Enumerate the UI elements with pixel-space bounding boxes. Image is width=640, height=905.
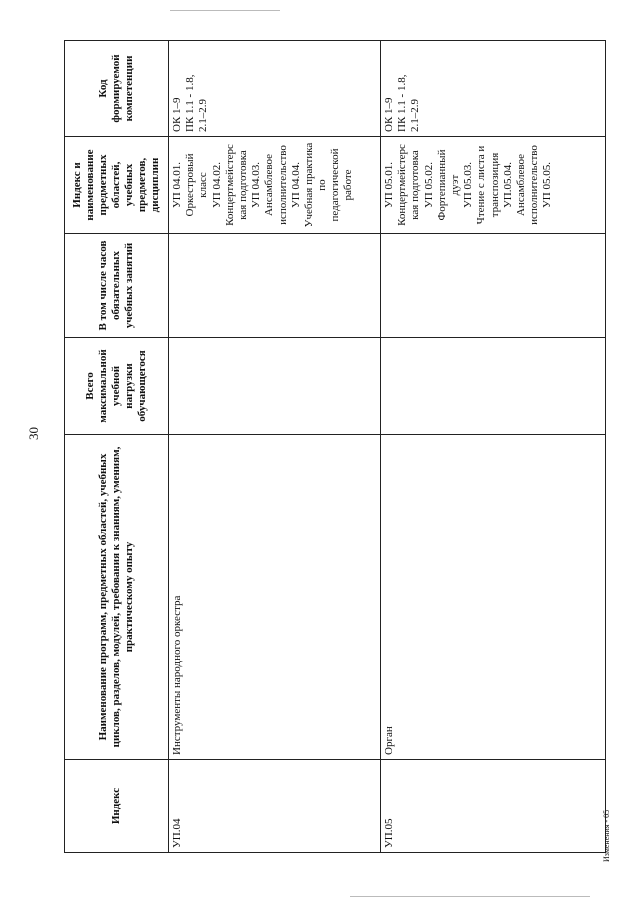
cell-line: класс bbox=[197, 172, 210, 198]
cell-line: ОК 1–9 bbox=[171, 97, 183, 132]
cell-line: 2.1–2.9 bbox=[197, 99, 210, 132]
row-practice bbox=[169, 137, 381, 234]
row-index: УП.05 bbox=[381, 760, 606, 853]
cell-line: работе bbox=[342, 169, 355, 201]
cell-line: педагогической bbox=[329, 148, 342, 222]
cell-line: исполнительство bbox=[528, 145, 541, 225]
cell-line: ПК 1.1 - 1.8, bbox=[184, 74, 197, 132]
cell-line: УП 05.02. bbox=[422, 162, 435, 208]
cell-line: УП 05.01. bbox=[383, 162, 395, 208]
scan-edge-mark bbox=[170, 10, 280, 11]
cell-line: УП 04.03. bbox=[250, 162, 263, 208]
cell-line: кая подготовка bbox=[236, 150, 249, 220]
row-name: Инструменты народного оркестра bbox=[169, 435, 381, 760]
cell-line: ПК 1.1 - 1.8, bbox=[396, 74, 409, 132]
cell-line: по bbox=[316, 179, 329, 191]
cell-line: Ансамблевое bbox=[263, 153, 276, 217]
header-practice: Индекс и наименование предметных областей, учебных предметов, дисциплин bbox=[65, 137, 169, 234]
table-row bbox=[381, 41, 606, 853]
cell-line: УП 04.04. bbox=[289, 162, 302, 208]
cell-line: транспозиция bbox=[488, 152, 501, 218]
row-practice bbox=[381, 137, 606, 234]
row-max-load bbox=[169, 338, 381, 435]
cell-line: УП 05.05. bbox=[541, 162, 554, 208]
header-included-hours: В том числе часов обязательных учебных занятий bbox=[65, 234, 169, 338]
header-competence: Код формируемой компетенции bbox=[65, 41, 169, 137]
row-included-hours bbox=[381, 234, 606, 338]
cell-line: 2.1–2.9 bbox=[409, 99, 422, 132]
cell-line: УП.05.04. bbox=[501, 162, 514, 208]
scan-edge-mark bbox=[350, 896, 590, 897]
row-competence bbox=[381, 41, 606, 137]
cell-line: УП 05.03. bbox=[462, 162, 475, 208]
header-max-load: Всего максимальной учебной нагрузки обучающегося bbox=[65, 338, 169, 435]
cell-line: УП 04.01. bbox=[171, 162, 183, 208]
header-index: Индекс bbox=[65, 760, 169, 853]
cell-line: дуэт bbox=[448, 174, 461, 196]
header-name: Наименование программ, предметных областей, учебных циклов, разделов, модулей, требования к знаниям, умениям, практическому опыту bbox=[65, 435, 169, 760]
page-number: 30 bbox=[26, 427, 41, 440]
footer-note: Изменения - 05 bbox=[602, 809, 611, 862]
row-index: УП.04 bbox=[169, 760, 381, 853]
cell-line: Учебная практика bbox=[302, 142, 315, 228]
row-competence bbox=[169, 41, 381, 137]
cell-line: кая подготовка bbox=[409, 150, 422, 220]
cell-line: Концертмейстерс bbox=[396, 144, 409, 226]
row-included-hours bbox=[169, 234, 381, 338]
cell-line: Чтение с листа и bbox=[475, 145, 488, 225]
cell-line: Концертмейстерс bbox=[223, 144, 236, 226]
table-header-row bbox=[65, 41, 169, 853]
rotated-table-container bbox=[64, 41, 605, 853]
table-row bbox=[169, 41, 381, 853]
row-name: Орган bbox=[381, 435, 606, 760]
cell-line: Оркестровый bbox=[184, 153, 197, 217]
curriculum-table bbox=[64, 40, 606, 853]
cell-line: исполнительство bbox=[276, 145, 289, 225]
cell-line: ОК 1–9 bbox=[383, 97, 395, 132]
cell-line: УП 04.02. bbox=[210, 162, 223, 208]
cell-line: Ансамблевое bbox=[514, 153, 527, 217]
row-max-load bbox=[381, 338, 606, 435]
cell-line: Фортепианный bbox=[435, 149, 448, 221]
